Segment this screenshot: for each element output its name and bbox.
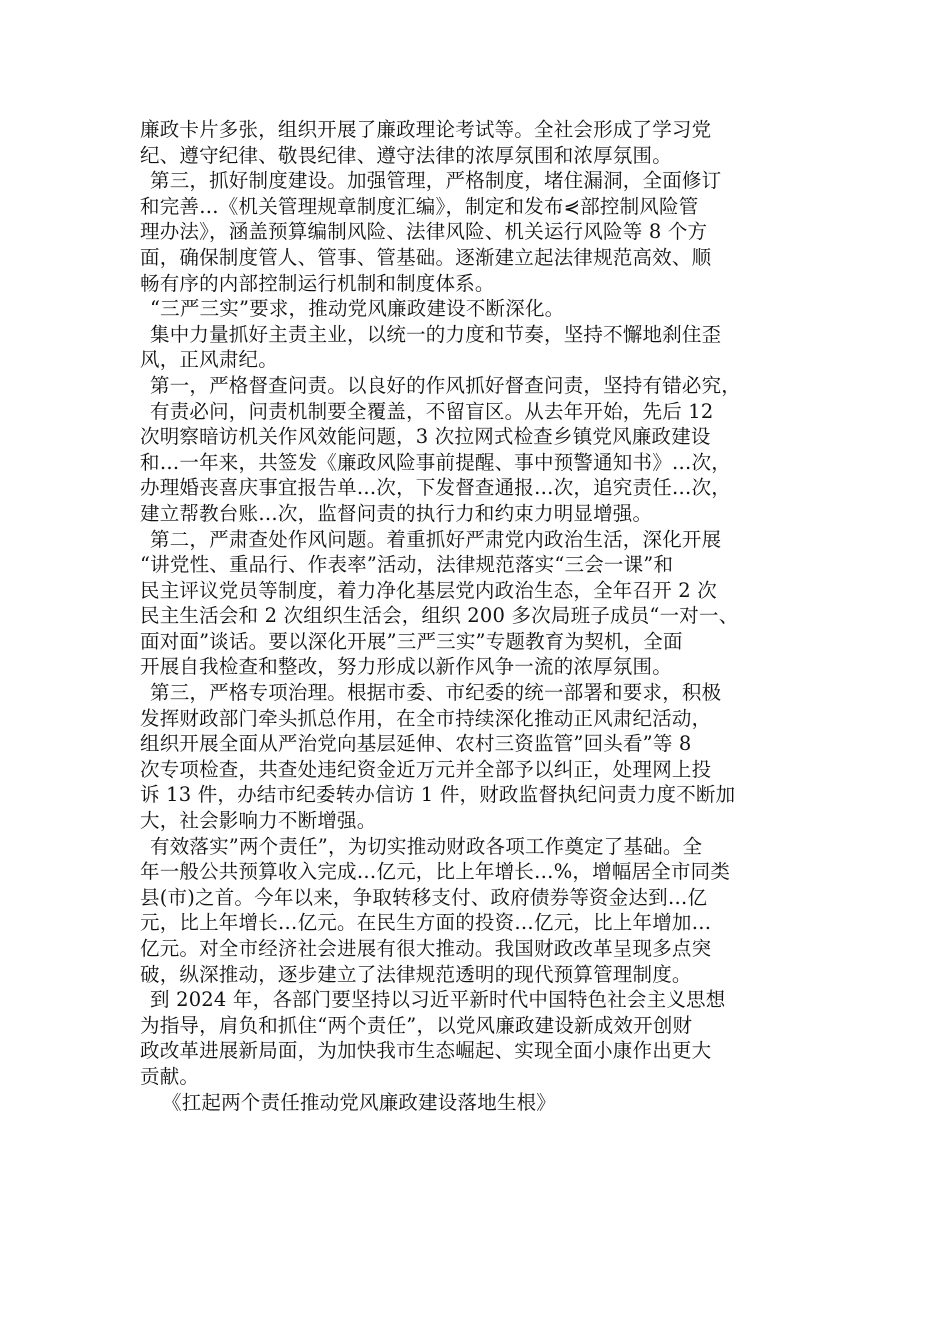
text-line: 贡献。 [140, 1064, 200, 1088]
document-title-line: 《扛起两个责任推动党风廉政建设落地生根》 [162, 1090, 557, 1114]
text-line: 第二，严肃查处作风问题。着重抓好严肃党内政治生活，深化开展 [150, 527, 722, 551]
text-line: 开展自我检查和整改，努力形成以新作风争一流的浓厚氛围。 [140, 655, 672, 679]
text-line: 次明察暗访机关作风效能问题，3 次拉网式检查乡镇党风廉政建设 [140, 425, 711, 449]
text-line: 集中力量抓好主责主业，以统一的力度和节奏，坚持不懈地刹住歪 [150, 322, 722, 346]
text-line: 有效落实”两个责任”，为切实推动财政各项工作奠定了基础。全 [150, 834, 703, 858]
text-line: 组织开展全面从严治党向基层延伸、农村三资监管”回头看”等 8 [140, 732, 692, 756]
text-line: 廉政卡片多张，组织开展了廉政理论考试等。全社会形成了学习党 [140, 118, 712, 141]
text-line: 发挥财政部门牵头抓总作用，在全市持续深化推动正风肃纪活动， [140, 706, 712, 730]
text-line: 亿元。对全市经济社会进展有很大推动。我国财政改革呈现多点突 [140, 937, 712, 960]
text-line: 办理婚丧喜庆事宜报告单…次，下发督查通报…次，追究责任…次， [140, 476, 732, 500]
text-line: 为指导，肩负和抓住“两个责任”，以党风廉政建设新成效开创财 [140, 1013, 693, 1037]
text-line: 破，纵深推动，逐步建立了法律规范透明的现代预算管理制度。 [140, 962, 692, 986]
text-line: 到 2024 年，各部门要坚持以习近平新时代中国特色社会主义思想 [150, 988, 726, 1012]
text-line: 大，社会影响力不断增强。 [140, 809, 377, 833]
text-line: “讲党性、重品行、作表率”活动，法律规范落实“三会一课”和 [140, 553, 674, 577]
text-line: 风，正风肃纪。 [140, 348, 278, 372]
text-line: 民主评议党员等制度，着力净化基层党内政治生态，全年召开 2 次 [140, 578, 718, 602]
text-line: 有责必问，问责机制要全覆盖，不留盲区。从去年开始，先后 12 [150, 399, 714, 423]
text-line: 理办法》，涵盖预算编制风险、法律风险、机关运行风险等 8 个方 [140, 220, 708, 244]
text-line: 建立帮教台账…次，监督问责的执行力和约束力明显增强。 [140, 501, 653, 525]
text-line: 次专项检查，共查处违纪资金近万元并全部予以纠正，处理网上投 [140, 757, 712, 781]
text-line: 第三，严格专项治理。根据市委、市纪委的统一部署和要求，积极 [150, 681, 722, 705]
text-line: 诉 13 件，办结市纪委转办信访 1 件，财政监督执纪问责力度不断加 [140, 783, 736, 807]
text-line: 畅有序的内部控制运行机制和制度体系。 [140, 271, 495, 295]
text-line: “三严三实”要求，推动党风廉政建设不断深化。 [150, 297, 565, 321]
text-line: 县(市)之首。今年以来，争取转移支付、政府债券等资金达到…亿 [140, 885, 708, 909]
text-line: 民主生活会和 2 次组织生活会，组织 200 多次局班子成员“一对一、 [140, 604, 739, 628]
text-line: 第三，抓好制度建设。加强管理，严格制度，堵住漏洞，全面修订 [150, 169, 722, 193]
document-body [140, 117, 812, 1115]
text-line: 和完善…《机关管理规章制度汇编》，制定和发布⋞部控制风险管 [140, 194, 699, 218]
text-line: 面对面”谈话。要以深化开展”三严三实”专题教育为契机，全面 [140, 629, 683, 653]
text-line: 政改革进展新局面，为加快我市生态崛起、实现全面小康作出更大 [140, 1039, 712, 1063]
text-line: 第一，严格督查问责。以良好的作风抓好督查问责，坚持有错必究， [150, 373, 742, 397]
text-line: 纪、遵守纪律、敬畏纪律、遵守法律的浓厚氛围和浓厚氛围。 [140, 143, 672, 167]
text-line: 元，比上年增长…亿元。在民生方面的投资…亿元，比上年增加… [140, 911, 712, 935]
text-line: 和…一年来，共签发《廉政风险事前提醒、事中预警通知书》…次， [140, 450, 732, 474]
text-line: 面，确保制度管人、管事、管基础。逐渐建立起法律规范高效、顺 [140, 245, 712, 269]
text-line: 年一般公共预算收入完成…亿元，比上年增长…%，增幅居全市同类 [140, 860, 731, 884]
